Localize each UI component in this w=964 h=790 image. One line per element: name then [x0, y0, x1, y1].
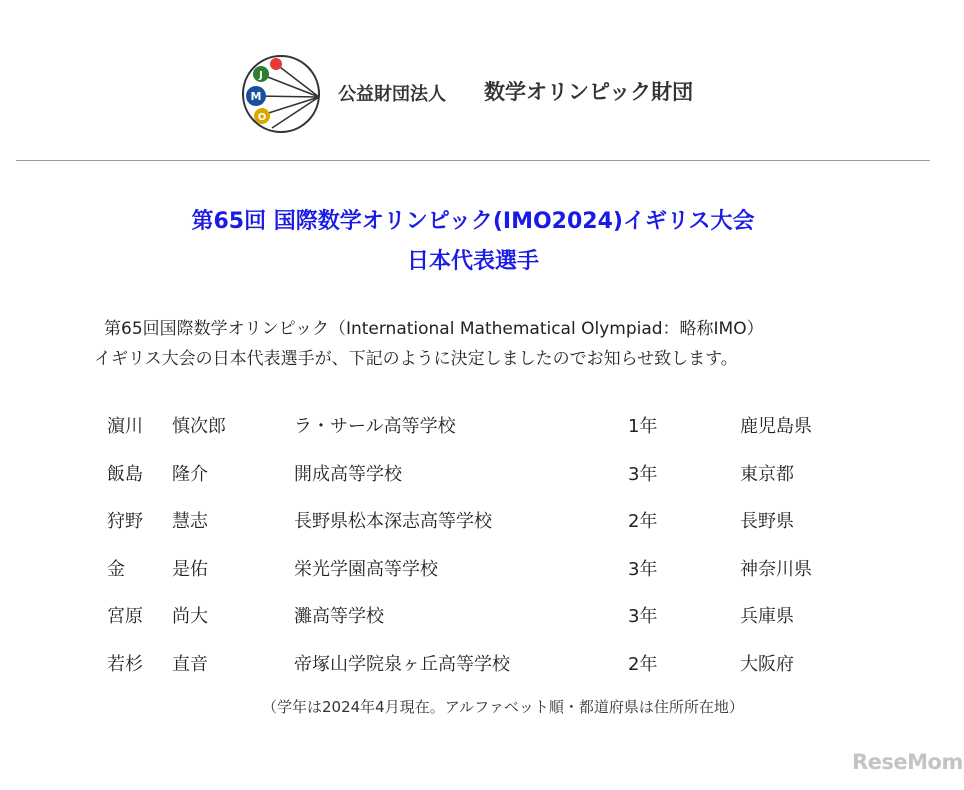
roster-list [0, 406, 964, 691]
roster-row [0, 549, 964, 597]
logo-letter-m: M [250, 90, 262, 103]
student-school: 灘高等学校 [294, 606, 384, 627]
student-prefecture: 東京都 [740, 463, 794, 485]
org-kind: 公益財団法人 [338, 84, 446, 105]
student-prefecture: 大阪府 [740, 653, 794, 675]
student-grade: 3年 [628, 463, 658, 485]
page-subtitle: 日本代表選手 [406, 249, 539, 274]
student-grade: 1年 [628, 416, 658, 437]
student-grade: 2年 [628, 511, 658, 532]
student-prefecture: 長野県 [740, 511, 794, 532]
student-school: 帝塚山学院泉ヶ丘高等学校 [294, 653, 510, 675]
roster-row [0, 501, 964, 549]
student-surname: 濵川 [107, 416, 143, 437]
roster-row [0, 406, 964, 454]
student-school: 開成高等学校 [294, 463, 402, 485]
student-school: ラ・サール高等学校 [294, 416, 456, 437]
student-surname: 宮原 [107, 606, 143, 627]
resemom-watermark: ReseMom [852, 750, 963, 774]
student-surname: 金 [107, 558, 125, 580]
intro-line-1: 第65回国際数学オリンピック（International Mathematical Olympiad：略称IMO） [104, 319, 764, 339]
student-school: 長野県松本深志高等学校 [294, 511, 492, 532]
page-title: 第65回 国際数学オリンピック(IMO2024)イギリス大会 [191, 209, 755, 234]
student-surname: 若杉 [107, 653, 143, 675]
jmo-logo [240, 52, 324, 136]
student-given-name: 慧志 [172, 511, 208, 532]
student-given-name: 隆介 [172, 463, 208, 485]
student-school: 栄光学園高等学校 [294, 558, 438, 580]
roster-row [0, 454, 964, 502]
student-prefecture: 兵庫県 [740, 606, 794, 627]
student-grade: 3年 [628, 606, 658, 627]
org-name: 数学オリンピック財団 [484, 80, 694, 104]
student-prefecture: 神奈川県 [740, 558, 812, 580]
student-grade: 2年 [628, 653, 658, 675]
footnote: （学年は2024年4月現在。アルファベット順・都道府県は住所所在地） [262, 698, 744, 716]
header [240, 52, 740, 136]
student-given-name: 慎次郎 [172, 416, 226, 437]
student-grade: 3年 [628, 558, 658, 580]
logo-letter-j: J [259, 70, 263, 81]
student-prefecture: 鹿児島県 [740, 416, 812, 437]
student-given-name: 直音 [172, 653, 208, 675]
roster-row [0, 596, 964, 644]
roster-row [0, 644, 964, 692]
divider [16, 160, 930, 161]
student-given-name: 尚大 [172, 606, 208, 627]
student-surname: 飯島 [107, 463, 143, 485]
student-given-name: 是佑 [172, 558, 208, 580]
logo-red-dot [270, 58, 282, 70]
student-surname: 狩野 [107, 511, 143, 532]
logo-letter-o: O [257, 112, 267, 123]
intro-line-2: イギリス大会の日本代表選手が、下記のように決定しましたのでお知らせ致します。 [94, 349, 738, 369]
